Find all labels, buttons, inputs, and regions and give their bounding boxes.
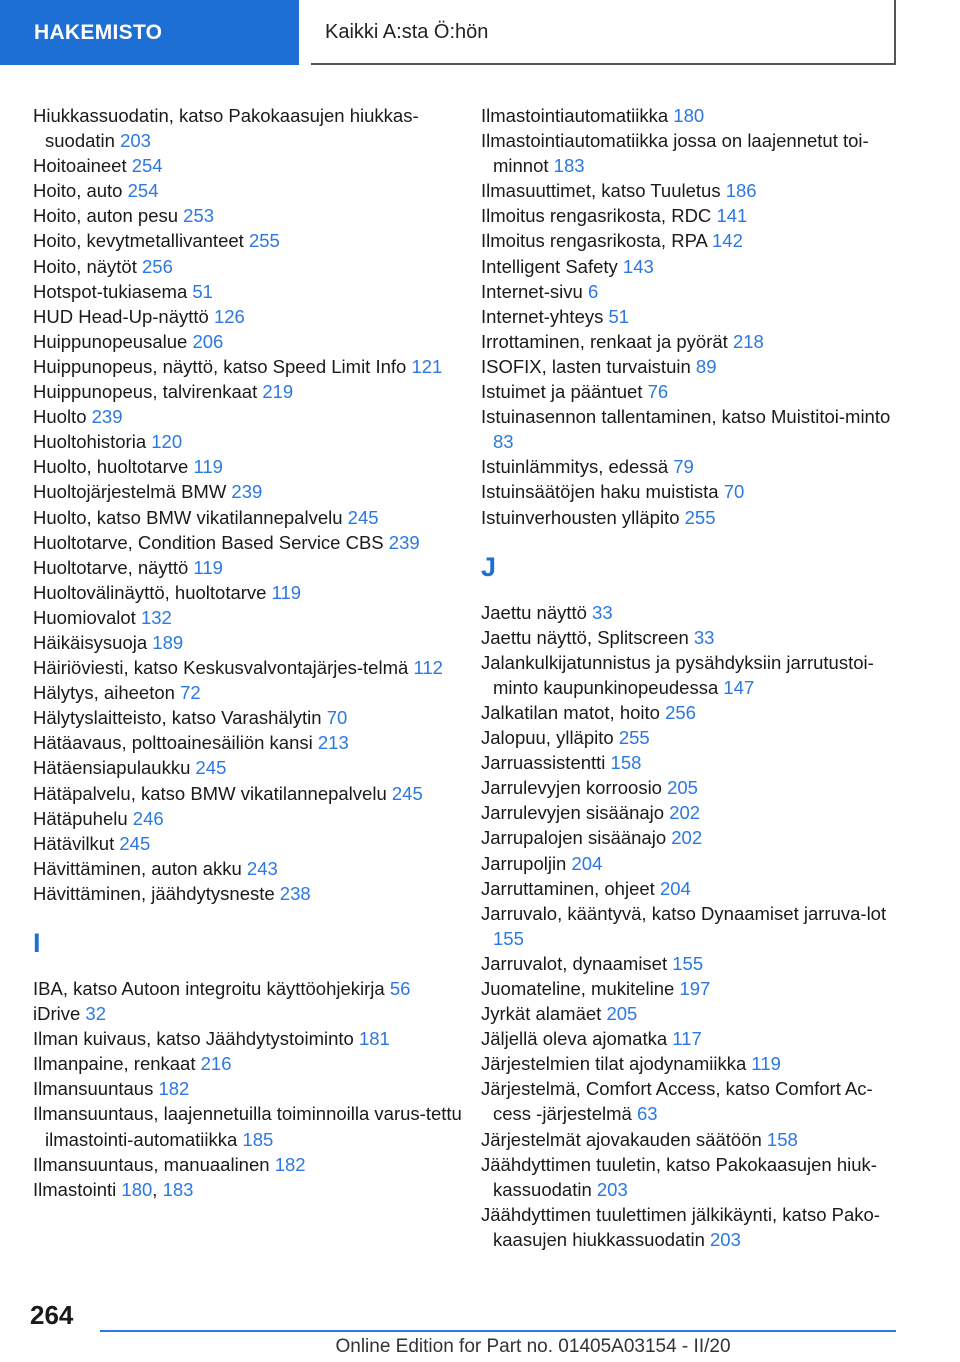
index-term: Jarruvalot, dynaamiset bbox=[481, 952, 668, 974]
index-term: Huoltovälinäyttö, huoltotarve bbox=[33, 581, 267, 603]
index-entry bbox=[481, 304, 901, 329]
index-term: Ilmansuuntaus bbox=[33, 1078, 154, 1100]
page-reference-link[interactable]: 185 bbox=[242, 1128, 274, 1150]
index-term: Ilman kuivaus, katso Jäähdytystoiminto bbox=[33, 1028, 354, 1050]
page-reference-link[interactable]: 203 bbox=[710, 1228, 741, 1250]
index-entry bbox=[481, 1001, 901, 1026]
page-reference-link[interactable]: 56 bbox=[389, 978, 411, 999]
page-reference-link[interactable]: 255 bbox=[684, 506, 716, 528]
index-entry bbox=[33, 730, 463, 755]
page-reference-link[interactable]: 33 bbox=[693, 626, 715, 648]
index-term: Jäähdyttimen tuuletin, katso Pakokaasujen hiuk-kassuodatin bbox=[481, 1153, 877, 1200]
index-entry: Ilmastointi 180, 183 bbox=[33, 1178, 194, 1200]
page-reference-link[interactable]: 255 bbox=[618, 727, 650, 749]
index-term: Hätävilkut bbox=[33, 832, 115, 854]
page-reference-link[interactable]: 182 bbox=[158, 1078, 190, 1100]
index-term: Istuimet ja pääntuet bbox=[481, 381, 643, 403]
index-term: Jarruvalo, kääntyvä, katso Dynaamiset jarruva-lot bbox=[481, 902, 887, 924]
index-term: Jalkatilan matot, hoito bbox=[481, 701, 660, 723]
index-term: Ilmoitus rengasrikosta, RDC bbox=[481, 205, 712, 227]
page-reference-link[interactable]: 183 bbox=[162, 1178, 194, 1200]
index-entry bbox=[481, 1076, 901, 1126]
index-term: Jarrupalojen sisäänajo bbox=[481, 827, 667, 849]
index-term: Istuinverhousten ylläpito bbox=[481, 506, 680, 528]
page-reference-link[interactable]: 33 bbox=[592, 601, 613, 623]
index-term: Jyrkät alamäet bbox=[481, 1003, 602, 1025]
page-reference-link[interactable]: 112 bbox=[413, 657, 443, 679]
index-term: Häikäisysuoja bbox=[33, 631, 148, 653]
index-entry bbox=[481, 254, 901, 279]
index-entry bbox=[33, 605, 463, 630]
section-tab[interactable]: HAKEMISTO bbox=[0, 0, 299, 65]
index-entry bbox=[481, 700, 901, 725]
page-reference-link[interactable]: 183 bbox=[553, 155, 585, 177]
index-term: Huolto bbox=[33, 406, 87, 428]
index-term: Ilmastointi bbox=[33, 1178, 117, 1200]
index-term: Jalankulkijatunnistus ja pysähdyksiin jarrutustoi-minto kaupunkinopeudessa bbox=[481, 651, 874, 698]
index-term: Hätäpuhelu bbox=[33, 807, 128, 829]
page-reference-link[interactable]: 202 bbox=[671, 827, 703, 849]
page-reference-link[interactable]: 213 bbox=[317, 732, 349, 754]
index-entry bbox=[481, 128, 901, 178]
page-reference-link[interactable]: 132 bbox=[140, 606, 172, 628]
index-entry bbox=[481, 1051, 901, 1076]
page-reference-link[interactable]: 204 bbox=[571, 852, 603, 874]
index-entry bbox=[33, 555, 463, 580]
page-reference-link[interactable]: 239 bbox=[91, 406, 123, 428]
index-term: Hätäavaus, polttoainesäiliön kansi bbox=[33, 732, 313, 754]
index-entry bbox=[33, 454, 463, 479]
index-entry bbox=[33, 379, 463, 404]
index-entry bbox=[33, 705, 463, 730]
page-reference-link[interactable]: 186 bbox=[725, 180, 757, 202]
index-term: ISOFIX, lasten turvaistuin bbox=[481, 355, 691, 377]
index-term: Huomiovalot bbox=[33, 606, 136, 628]
page-reference-link[interactable]: 243 bbox=[246, 857, 278, 879]
index-term: Huoltohistoria bbox=[33, 431, 147, 453]
page-reference-link[interactable]: 255 bbox=[248, 230, 280, 252]
index-term: Jarrupoljin bbox=[481, 852, 567, 874]
index-entry bbox=[33, 279, 463, 304]
page-reference-link[interactable]: 254 bbox=[127, 180, 159, 202]
index-term: Hoito, näytöt bbox=[33, 255, 137, 277]
index-entry bbox=[33, 1026, 463, 1051]
index-entry bbox=[481, 901, 901, 951]
page-reference-link[interactable]: 147 bbox=[723, 676, 755, 698]
page-reference-link[interactable]: 126 bbox=[213, 305, 245, 327]
page-reference-link[interactable]: 180 bbox=[121, 1178, 153, 1200]
index-entry bbox=[481, 505, 901, 530]
index-entry bbox=[33, 404, 463, 429]
index-term: Hoito, auto bbox=[33, 180, 123, 202]
page-reference-link[interactable]: 158 bbox=[610, 752, 642, 774]
index-term: Jaettu näyttö bbox=[481, 601, 587, 623]
index-entry bbox=[33, 881, 463, 906]
index-term: Jarrulevyjen korroosio bbox=[481, 777, 662, 799]
index-entry bbox=[33, 1051, 463, 1076]
index-term: Ilmanpaine, renkaat bbox=[33, 1053, 196, 1075]
page-reference-link[interactable]: 158 bbox=[766, 1128, 798, 1150]
index-term: Jäähdyttimen tuulettimen jälkikäynti, katso Pako-kaasujen hiukkassuodatin bbox=[481, 1203, 880, 1250]
index-term: Järjestelmien tilat ajodynamiikka bbox=[481, 1053, 747, 1075]
index-term: HUD Head-Up-näyttö bbox=[33, 305, 209, 327]
index-term: Järjestelmä, Comfort Access, katso Comfort Ac-cess -järjestelmä bbox=[481, 1078, 873, 1125]
index-entry bbox=[481, 178, 901, 203]
index-entry bbox=[481, 404, 901, 454]
page-reference-link[interactable]: 245 bbox=[347, 506, 379, 528]
page-reference-link[interactable]: 119 bbox=[751, 1053, 781, 1075]
page-reference-link[interactable]: 121 bbox=[411, 355, 443, 377]
page-reference-link[interactable]: 119 bbox=[193, 556, 223, 578]
index-entry bbox=[481, 775, 901, 800]
page-reference-link[interactable]: 246 bbox=[132, 807, 164, 829]
index-entry bbox=[481, 876, 901, 901]
index-entry bbox=[481, 454, 901, 479]
page-reference-link[interactable]: 256 bbox=[665, 701, 696, 723]
index-term: Jarrulevyjen sisäänajo bbox=[481, 802, 665, 824]
page-reference-link[interactable]: 142 bbox=[712, 230, 743, 252]
page-reference-link[interactable]: 32 bbox=[85, 1003, 106, 1025]
index-term: Hätäpalvelu, katso BMW vikatilannepalvelu bbox=[33, 782, 387, 804]
page-reference-link[interactable]: 72 bbox=[180, 682, 201, 704]
index-entry bbox=[33, 304, 463, 329]
page-reference-link[interactable]: 197 bbox=[679, 978, 711, 999]
page-reference-link[interactable]: 120 bbox=[151, 431, 183, 453]
index-entry bbox=[33, 856, 463, 881]
index-term: Häiriöviesti, katso Keskusvalvontajärjes-telmä bbox=[33, 657, 409, 679]
index-term: Jarruassistentti bbox=[481, 752, 606, 774]
index-term: Jaettu näyttö, Splitscreen bbox=[481, 626, 689, 648]
index-term: Hoito, auton pesu bbox=[33, 205, 179, 227]
page-reference-link[interactable]: 254 bbox=[131, 155, 163, 177]
index-term: Istuinasennon tallentaminen, katso Muistitoi-minto bbox=[481, 406, 891, 428]
page-header bbox=[0, 0, 960, 65]
index-entry bbox=[33, 228, 463, 253]
index-letter-heading: J bbox=[481, 551, 497, 582]
page-reference-link[interactable]: 216 bbox=[200, 1053, 232, 1075]
index-entry bbox=[481, 800, 901, 825]
page-reference-link[interactable]: 70 bbox=[723, 481, 745, 503]
index-entry bbox=[481, 1026, 901, 1051]
index-entry bbox=[33, 781, 463, 806]
index-entry bbox=[481, 354, 901, 379]
index-term: Huippunopeusalue bbox=[33, 330, 188, 352]
index-entry bbox=[33, 203, 463, 228]
index-term: Huolto, katso BMW vikatilannepalvelu bbox=[33, 506, 343, 528]
index-entry bbox=[33, 806, 463, 831]
index-term: Huolto, huoltotarve bbox=[33, 456, 189, 478]
index-term: Hiukkassuodatin, katso Pakokaasujen hiukkas-suodatin bbox=[33, 105, 419, 152]
index-term: Internet-yhteys bbox=[481, 305, 604, 327]
page-reference-link[interactable]: 239 bbox=[388, 531, 420, 553]
index-entry bbox=[481, 329, 901, 354]
page-reference-link[interactable]: 143 bbox=[622, 255, 654, 277]
page-reference-link[interactable]: 119 bbox=[193, 456, 223, 478]
index-term: Huippunopeus, näyttö, katso Speed Limit Info bbox=[33, 355, 407, 377]
index-entry bbox=[481, 203, 901, 228]
page-reference-link[interactable]: 218 bbox=[732, 330, 764, 352]
index-entry bbox=[481, 851, 901, 876]
page-reference-link[interactable]: 89 bbox=[695, 355, 717, 377]
page-reference-link[interactable]: 245 bbox=[119, 832, 151, 854]
page-number: 264 bbox=[30, 1300, 74, 1330]
index-term: Hotspot-tukiasema bbox=[33, 280, 188, 302]
index-entry bbox=[33, 153, 463, 178]
index-term: Ilmansuuntaus, laajennetuilla toiminnoilla varus-tettu ilmastointi-automatiikka bbox=[33, 1103, 462, 1150]
index-entry bbox=[33, 630, 463, 655]
page-reference-link[interactable]: 256 bbox=[142, 255, 173, 277]
index-entry bbox=[481, 279, 901, 304]
page-reference-link[interactable]: 245 bbox=[391, 782, 423, 804]
index-entry bbox=[33, 479, 463, 504]
index-entry bbox=[33, 755, 463, 780]
index-term: iDrive bbox=[33, 1003, 81, 1025]
page-reference-link[interactable]: 182 bbox=[274, 1153, 306, 1175]
index-term: Huoltotarve, näyttö bbox=[33, 556, 189, 578]
index-entry bbox=[481, 1202, 901, 1252]
page-reference-link[interactable]: 63 bbox=[636, 1103, 658, 1125]
page-reference-link[interactable]: 119 bbox=[271, 581, 302, 603]
page-reference-link[interactable]: 202 bbox=[669, 802, 701, 824]
index-column-left bbox=[33, 103, 463, 1202]
page-reference-link[interactable]: 203 bbox=[596, 1178, 628, 1200]
index-entry bbox=[481, 825, 901, 850]
index-term: IBA, katso Autoon integroitu käyttöohjekirja bbox=[33, 978, 385, 999]
index-term: Hätäensiapulaukku bbox=[33, 757, 191, 779]
index-entry bbox=[33, 354, 463, 379]
index-term: Hävittäminen, auton akku bbox=[33, 857, 242, 879]
header-title: Kaikki A:sta Ö:hön bbox=[311, 0, 896, 65]
page-reference-link[interactable]: 206 bbox=[192, 330, 224, 352]
index-term: Jalopuu, ylläpito bbox=[481, 727, 614, 749]
index-term: Jäljellä oleva ajomatka bbox=[481, 1028, 668, 1050]
page-reference-link[interactable]: 83 bbox=[493, 431, 514, 453]
index-entry bbox=[33, 329, 463, 354]
index-entry bbox=[33, 530, 463, 555]
index-entry bbox=[481, 228, 901, 253]
page-reference-link[interactable]: 155 bbox=[493, 927, 524, 949]
index-term: Internet-sivu bbox=[481, 280, 583, 302]
page-reference-link[interactable]: 181 bbox=[358, 1028, 390, 1050]
index-term: Hoito, kevytmetallivanteet bbox=[33, 230, 244, 252]
index-entry bbox=[33, 1152, 463, 1177]
index-entry bbox=[481, 625, 901, 650]
index-entry bbox=[481, 951, 901, 976]
index-term: Huoltojärjestelmä BMW bbox=[33, 481, 227, 503]
index-term: Ilmansuuntaus, manuaalinen bbox=[33, 1153, 270, 1175]
page-reference-link[interactable]: 117 bbox=[672, 1028, 702, 1050]
page-reference-link[interactable]: 239 bbox=[231, 481, 263, 503]
index-entry bbox=[33, 178, 463, 203]
footer-edition: Online Edition for Part no. 01405A03154 - II/20 bbox=[335, 1336, 731, 1357]
index-entry bbox=[481, 1127, 901, 1152]
index-term: Ilmastointiautomatiikka jossa on laajennetut toi-minnot bbox=[481, 130, 869, 177]
index-entry bbox=[33, 655, 463, 680]
index-entry bbox=[33, 1101, 463, 1151]
page-reference-link[interactable]: 238 bbox=[279, 882, 311, 904]
index-term: Ilmasuuttimet, katso Tuuletus bbox=[481, 180, 721, 202]
index-entry bbox=[481, 103, 901, 128]
page-reference-link[interactable]: 76 bbox=[647, 381, 669, 403]
index-term: Huoltotarve, Condition Based Service CBS bbox=[33, 531, 384, 553]
page-reference-link[interactable]: 180 bbox=[673, 105, 705, 126]
page-reference-link[interactable]: 189 bbox=[152, 631, 184, 653]
page-reference-link[interactable]: 204 bbox=[659, 877, 691, 899]
page-reference-link[interactable]: 79 bbox=[673, 456, 694, 478]
index-term: Hävittäminen, jäähdytysneste bbox=[33, 882, 275, 904]
page-reference-link[interactable]: 205 bbox=[667, 777, 698, 799]
index-term: Jarruttaminen, ohjeet bbox=[481, 877, 655, 899]
page-reference-link[interactable]: 245 bbox=[195, 757, 227, 779]
index-term: Hälytyslaitteisto, katso Varashälytin bbox=[33, 707, 322, 729]
index-entry bbox=[33, 1076, 463, 1101]
footer-divider bbox=[100, 1330, 896, 1332]
index-entry bbox=[33, 976, 463, 1001]
index-term: Juomateline, mukiteline bbox=[481, 978, 675, 999]
page-reference-link[interactable]: 155 bbox=[672, 952, 704, 974]
page-reference-link[interactable]: 51 bbox=[608, 305, 630, 327]
page-reference-link[interactable]: 70 bbox=[326, 707, 348, 729]
index-term: Huippunopeus, talvirenkaat bbox=[33, 381, 258, 403]
index-letter-heading: I bbox=[33, 928, 41, 958]
page-reference-link[interactable]: 253 bbox=[183, 205, 215, 227]
index-entry bbox=[33, 680, 463, 705]
index-entry bbox=[481, 650, 901, 700]
index-entry bbox=[481, 479, 901, 504]
page-reference-link[interactable]: 219 bbox=[262, 381, 294, 403]
page-reference-link[interactable]: 205 bbox=[606, 1003, 638, 1025]
index-entry bbox=[481, 379, 901, 404]
index-term: Ilmoitus rengasrikosta, RPA bbox=[481, 230, 707, 252]
index-term: Intelligent Safety bbox=[481, 255, 618, 277]
index-entry bbox=[481, 1152, 901, 1202]
index-entry bbox=[33, 580, 463, 605]
index-entry bbox=[33, 505, 463, 530]
index-entry bbox=[481, 600, 901, 625]
index-term: Istuinsäätöjen haku muistista bbox=[481, 481, 719, 503]
index-column-right bbox=[481, 103, 901, 1252]
page-reference-link[interactable]: 6 bbox=[587, 280, 599, 302]
index-entry bbox=[481, 725, 901, 750]
index-term: Hälytys, aiheeton bbox=[33, 682, 175, 704]
page-reference-link[interactable]: 203 bbox=[120, 130, 151, 152]
index-entry bbox=[33, 103, 463, 153]
index-entry bbox=[481, 976, 901, 1001]
index-entry bbox=[481, 750, 901, 775]
index-term: Järjestelmät ajovakauden säätöön bbox=[481, 1128, 762, 1150]
index-entry bbox=[33, 254, 463, 279]
index-term: Istuinlämmitys, edessä bbox=[481, 456, 669, 478]
index-term: Hoitoaineet bbox=[33, 155, 127, 177]
index-entry bbox=[33, 831, 463, 856]
page-reference-link[interactable]: 51 bbox=[192, 280, 213, 302]
index-term: Ilmastointiautomatiikka bbox=[481, 105, 669, 126]
index-entry bbox=[33, 429, 463, 454]
index-entry bbox=[33, 1001, 463, 1026]
index-term: Irrottaminen, renkaat ja pyörät bbox=[481, 330, 728, 352]
page-reference-link[interactable]: 141 bbox=[716, 205, 748, 227]
